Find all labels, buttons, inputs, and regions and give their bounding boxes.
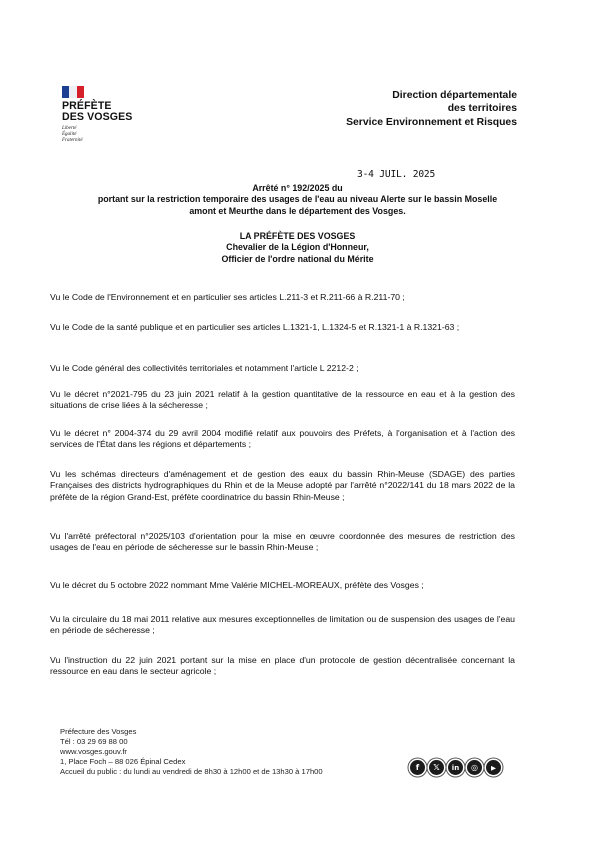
visa-paragraph: Vu l'arrêté préfectoral n°2025/103 d'orientation pour la mise en œuvre coordonnée des mesures de restriction des usages de l'eau en période de sécheresse sur le bassin Rhin-Meuse ; bbox=[50, 531, 515, 553]
authority-distinction: Officier de l'ordre national du Mérite bbox=[221, 253, 374, 264]
visa-paragraph: Vu les schémas directeurs d'aménagement et de gestion des eaux du bassin Rhin-Meuse (SDAGE) des parties Françaises des districts hydrographiques du Rhin et de la Meuse adopté par l'arrêté n°2022/141 du 18 mars 2022 de la préfète de la région Grand-Est, préfète coordinatrice du bassin Rhin-Meuse ; bbox=[50, 469, 515, 502]
visa-paragraph: Vu l'instruction du 22 juin 2021 portant sur la mise en place d'un protocole de gestion décentralisée concernant la ressource en eau dans le secteur agricole ; bbox=[50, 655, 515, 677]
french-flag-icon bbox=[62, 86, 84, 98]
footer-website-link[interactable]: www.vosges.gouv.fr bbox=[60, 746, 127, 756]
instagram-icon[interactable]: ◎ bbox=[467, 760, 482, 775]
service-line: Service Environnement et Risques bbox=[346, 116, 517, 128]
visa-paragraph: Vu le décret n°2021-795 du 23 juin 2021 relatif à la gestion quantitative de la ressource en eau et à la gestion des situations de crise liées à la sécheresse ; bbox=[50, 389, 515, 411]
motto-fraternite: Fraternité bbox=[62, 137, 83, 143]
visa-paragraph: Vu la circulaire du 18 mai 2011 relative aux mesures exceptionnelles de limitation ou de suspension des usages de l'eau en période de sécheresse ; bbox=[50, 614, 515, 636]
visa-paragraph: Vu le Code de l'Environnement et en particulier ses articles L.211-3 et R.211-66 à R.211-70 ; bbox=[50, 292, 405, 302]
signing-authority bbox=[40, 231, 555, 265]
decree-number: Arrêté n° 192/2025 du bbox=[252, 183, 343, 193]
motto-egalite: Égalité bbox=[62, 131, 77, 137]
x-icon[interactable]: 𝕏 bbox=[429, 760, 444, 775]
visa-paragraph: Vu le décret n° 2004-374 du 29 avril 2004 modifié relatif aux pouvoirs des Préfets, à l'organisation et à l'action des services de l'État dans les régions et départements ; bbox=[50, 428, 515, 450]
footer-phone: Tél : 03 29 69 88 00 bbox=[60, 736, 128, 746]
decree-title bbox=[40, 183, 555, 217]
facebook-icon[interactable]: f bbox=[410, 760, 425, 775]
visa-paragraph: Vu le décret du 5 octobre 2022 nommant Mme Valérie MICHEL-MOREAUX, préfète des Vosges ; bbox=[50, 580, 424, 590]
authority-title: LA PRÉFÈTE DES VOSGES bbox=[239, 231, 356, 241]
decree-subject-line: portant sur la restriction temporaire des usages de l'eau au niveau Alerte sur le bassin Moselle bbox=[97, 194, 498, 205]
prefecture-logo bbox=[62, 86, 142, 143]
footer-opening-hours: Accueil du public : du lundi au vendredi de 8h30 à 12h00 et de 13h30 à 17h00 bbox=[60, 766, 323, 776]
service-line: Direction départementale bbox=[392, 90, 517, 101]
prefecture-name-line2: DES VOSGES bbox=[62, 111, 133, 123]
visa-paragraph: Vu le Code de la santé publique et en particulier ses articles L.1321-1, L.1324-5 et R.1321-1 à R.1321-63 ; bbox=[50, 322, 460, 332]
youtube-icon[interactable]: ▶ bbox=[486, 760, 501, 775]
date-stamp: 3-4 JUIL. 2025 bbox=[357, 169, 436, 180]
motto-liberte: Liberté bbox=[62, 126, 77, 131]
social-links bbox=[410, 760, 501, 775]
authority-distinction: Chevalier de la Légion d'Honneur, bbox=[226, 242, 369, 253]
footer-prefecture: Préfecture des Vosges bbox=[60, 727, 137, 736]
prefecture-name bbox=[62, 101, 142, 123]
prefecture-name-line1: PRÉFÈTE bbox=[62, 100, 112, 112]
linkedin-icon[interactable]: in bbox=[448, 760, 463, 775]
footer-address: 1, Place Foch – 88 026 Épinal Cedex bbox=[60, 756, 186, 766]
footer-contact bbox=[60, 727, 323, 777]
decree-subject-line: amont et Meurthe dans le département des Vosges. bbox=[189, 205, 406, 216]
republic-motto bbox=[62, 126, 142, 143]
service-header bbox=[346, 89, 517, 129]
service-line: des territoires bbox=[447, 103, 517, 115]
visa-paragraph: Vu le Code général des collectivités territoriales et notamment l'article L 2212-2 ; bbox=[50, 363, 359, 373]
